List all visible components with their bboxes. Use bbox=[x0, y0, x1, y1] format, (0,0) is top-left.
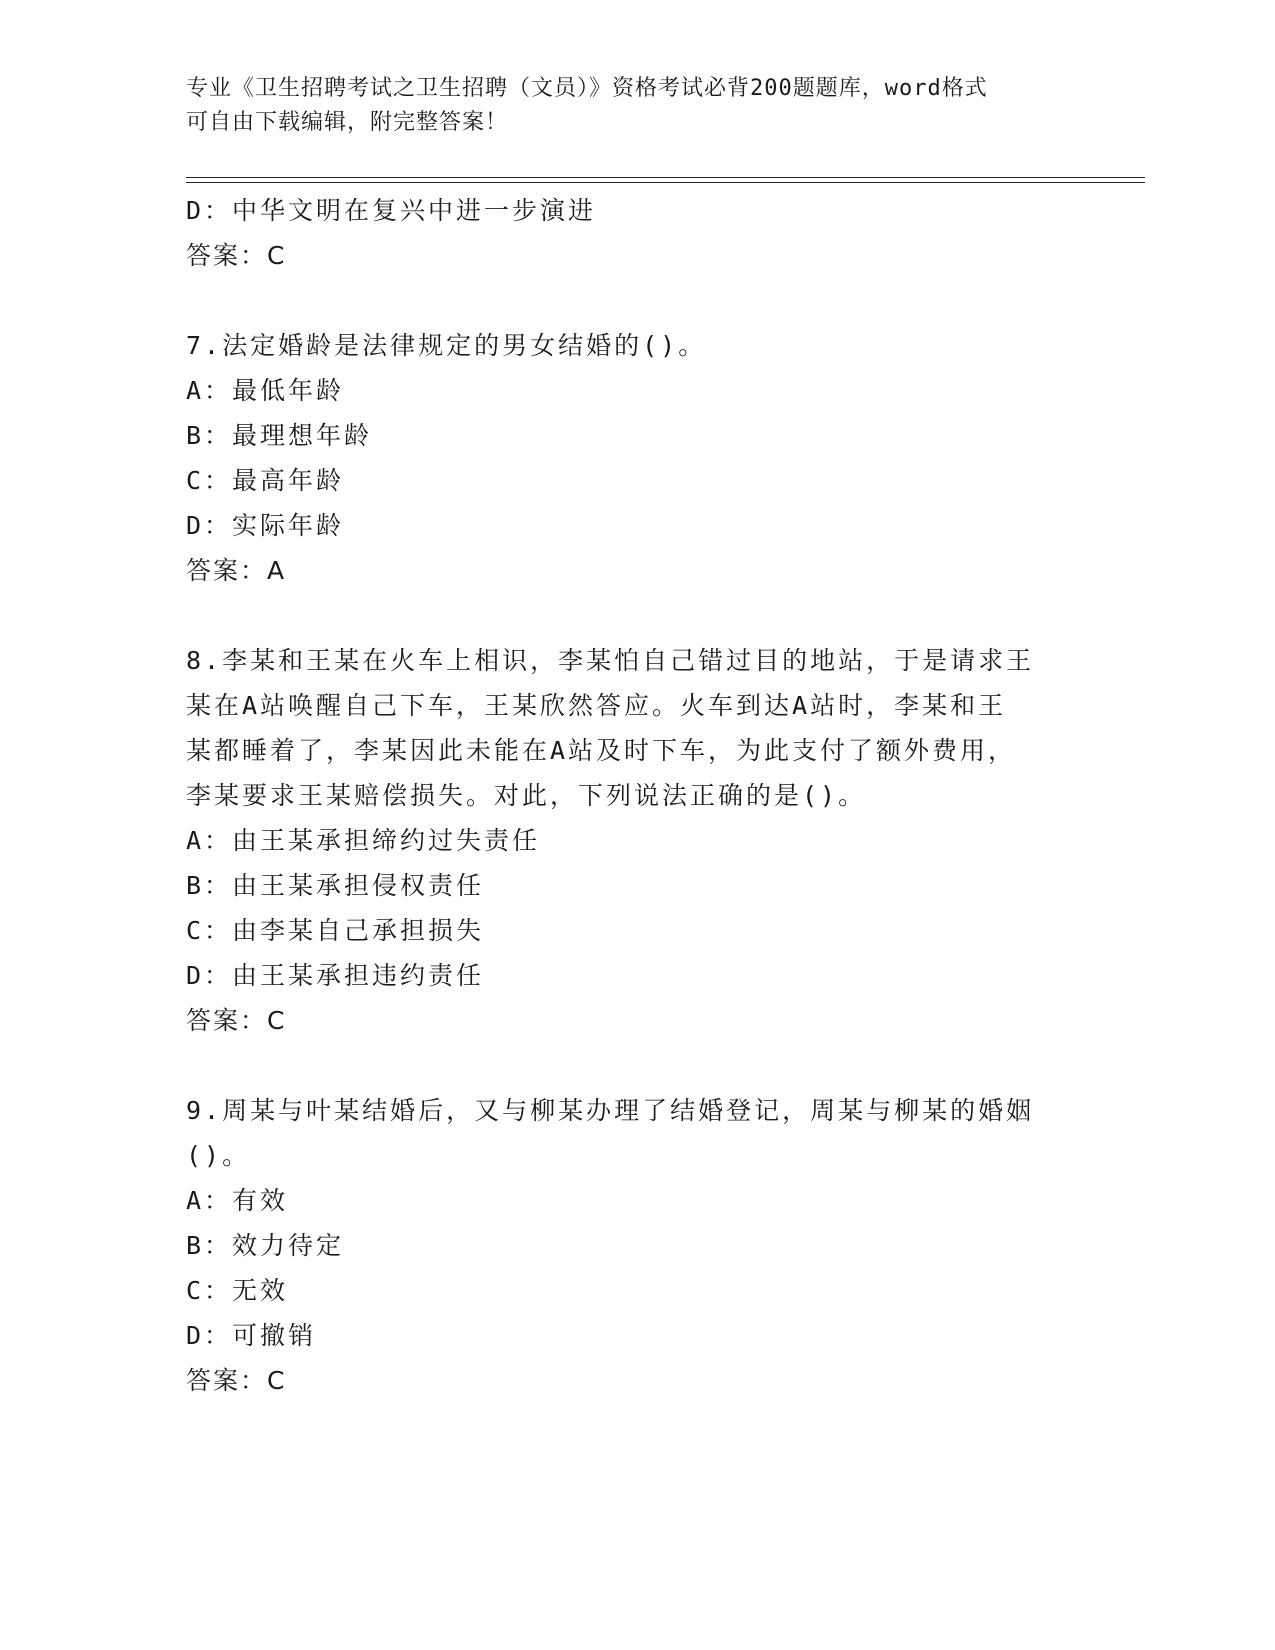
spacer bbox=[186, 278, 1066, 323]
question-7-answer: 答案：A bbox=[186, 556, 287, 585]
question-7-option-b: B：最理想年龄 bbox=[186, 421, 373, 450]
question-8-option-d: D：由王某承担违约责任 bbox=[186, 961, 485, 990]
document-body bbox=[186, 188, 1066, 1403]
document-header bbox=[186, 72, 1076, 140]
question-9-stem-line-1: 9.周某与叶某结婚后，又与柳某办理了结婚登记，周某与柳某的婚姻 bbox=[186, 1096, 1035, 1125]
spacer bbox=[186, 1043, 1066, 1088]
question-8-option-b: B：由王某承担侵权责任 bbox=[186, 871, 485, 900]
question-9-stem-line-2: ()。 bbox=[186, 1141, 251, 1170]
question-7-option-a: A：最低年龄 bbox=[186, 376, 345, 405]
question-8-stem-line-1: 8.李某和王某在火车上相识，李某怕自己错过目的地站，于是请求王 bbox=[186, 646, 1035, 675]
header-title-line-2: 可自由下载编辑，附完整答案！ bbox=[186, 110, 509, 135]
header-title-line-1: 专业《卫生招聘考试之卫生招聘（文员）》资格考试必背200题题库，word格式 bbox=[186, 76, 988, 101]
question-8-option-c: C：由李某自己承担损失 bbox=[186, 916, 485, 945]
question-7-stem: 7.法定婚龄是法律规定的男女结婚的()。 bbox=[186, 331, 707, 360]
question-9-option-b: B：效力待定 bbox=[186, 1231, 345, 1260]
carryover-answer: 答案：C bbox=[186, 241, 287, 270]
question-9-option-c: C：无效 bbox=[186, 1276, 289, 1305]
question-7 bbox=[186, 323, 1066, 593]
question-8-option-a: A：由王某承担缔约过失责任 bbox=[186, 826, 541, 855]
question-8-stem-line-4: 李某要求王某赔偿损失。对此，下列说法正确的是()。 bbox=[186, 781, 867, 810]
question-7-option-d: D：实际年龄 bbox=[186, 511, 345, 540]
question-8 bbox=[186, 638, 1066, 1043]
carryover-option-d: D：中华文明在复兴中进一步演进 bbox=[186, 196, 597, 225]
question-8-stem-line-2: 某在A站唤醒自己下车，王某欣然答应。火车到达A站时，李某和王 bbox=[186, 691, 1007, 720]
question-8-answer: 答案：C bbox=[186, 1006, 287, 1035]
spacer bbox=[186, 593, 1066, 638]
question-9-answer: 答案：C bbox=[186, 1366, 287, 1395]
question-9-option-d: D：可撤销 bbox=[186, 1321, 317, 1350]
header-divider-bottom bbox=[186, 182, 1145, 183]
question-9-option-a: A：有效 bbox=[186, 1186, 289, 1215]
question-8-stem-line-3: 某都睡着了，李某因此未能在A站及时下车，为此支付了额外费用， bbox=[186, 736, 1017, 765]
question-9 bbox=[186, 1088, 1066, 1403]
header-divider-top bbox=[186, 177, 1145, 178]
question-7-option-c: C：最高年龄 bbox=[186, 466, 345, 495]
